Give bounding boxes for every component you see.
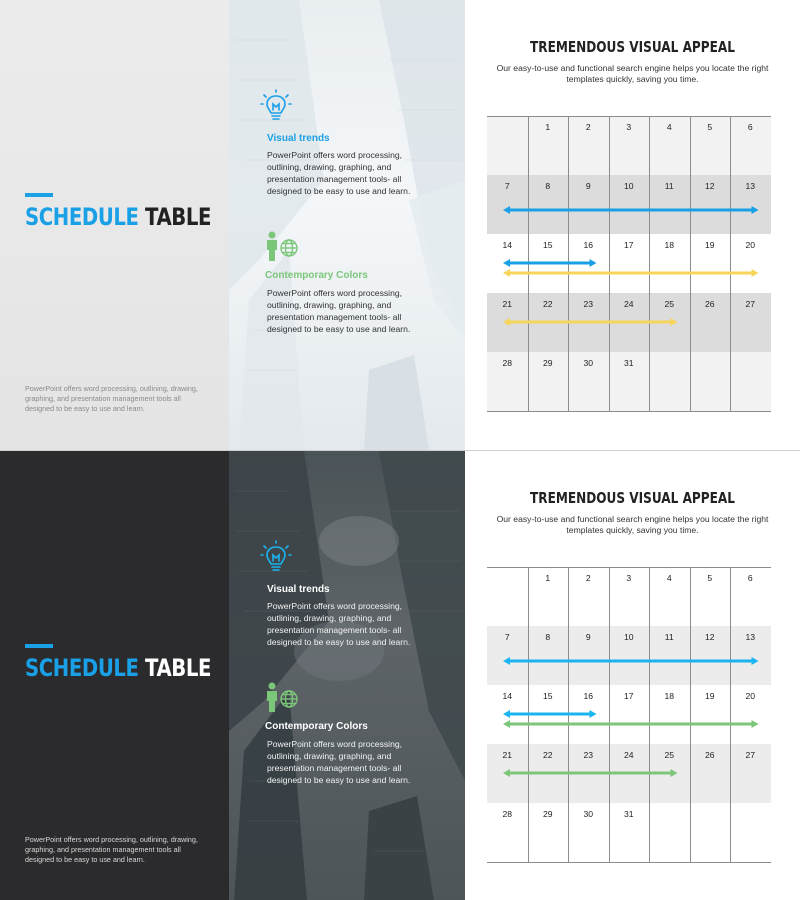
calendar-day-number: 5 xyxy=(707,122,713,132)
calendar-day-number: 28 xyxy=(502,809,513,819)
feature-title: Visual trends xyxy=(267,584,330,595)
city-photo xyxy=(229,0,465,450)
calendar-day-number: 4 xyxy=(666,573,672,583)
calendar-day-number: 27 xyxy=(745,299,756,309)
feature-title: Contemporary Colors xyxy=(265,270,368,281)
calendar-day-number: 29 xyxy=(542,358,553,368)
title-part-2: TABLE xyxy=(145,203,212,231)
calendar-day-number: 24 xyxy=(623,750,634,760)
calendar-day-number: 17 xyxy=(623,691,634,701)
calendar-day-number: 6 xyxy=(747,122,753,132)
lightbulb-icon xyxy=(259,539,293,573)
calendar-day-number: 27 xyxy=(745,750,756,760)
section-subtitle: Our easy-to-use and functional search engine helps you locate the right templates quickly, saving you time. xyxy=(496,63,769,84)
calendar-day-number: 26 xyxy=(704,299,715,309)
calendar-day-number: 21 xyxy=(502,299,513,309)
calendar-day-number: 2 xyxy=(585,122,591,132)
calendar-day-number: 15 xyxy=(542,240,553,250)
calendar-day-number: 14 xyxy=(502,691,513,701)
feature-text: PowerPoint offers word processing, outlining, drawing, graphing, and presentation management tools- all designed to be easy to use and learn. xyxy=(267,739,411,785)
schedule-arrow xyxy=(503,710,597,718)
schedule-arrow xyxy=(503,720,759,728)
calendar-day-number: 10 xyxy=(623,181,634,191)
calendar-day-number: 21 xyxy=(502,750,513,760)
calendar-day-number: 9 xyxy=(585,181,591,191)
calendar-day-number: 24 xyxy=(623,299,634,309)
title-accent-bar xyxy=(25,644,53,648)
calendar-day-number: 4 xyxy=(666,122,672,132)
calendar-day-number: 1 xyxy=(545,573,551,583)
calendar-day-number: 19 xyxy=(704,240,715,250)
person-globe-icon xyxy=(264,681,300,713)
calendar-day-number: 9 xyxy=(585,632,591,642)
calendar-day-number: 22 xyxy=(542,750,553,760)
feature-text: PowerPoint offers word processing, outlining, drawing, graphing, and presentation management tools- all designed to be easy to use and learn. xyxy=(267,601,411,647)
schedule-arrow xyxy=(503,318,678,326)
title-panel xyxy=(0,451,229,900)
calendar-day-number: 2 xyxy=(585,573,591,583)
title-part-1: SCHEDULE xyxy=(25,654,139,682)
city-photo xyxy=(229,451,465,900)
calendar-day-number: 10 xyxy=(623,632,634,642)
schedule-arrow xyxy=(503,206,759,214)
schedule-arrow xyxy=(503,259,597,267)
calendar-day-number: 18 xyxy=(664,240,675,250)
slide-title xyxy=(25,654,211,682)
schedule-arrow xyxy=(503,269,759,277)
left-footer-text: PowerPoint offers word processing, outlining, drawing, graphing, and presentation management tools all designed to be easy to use and learn. xyxy=(25,835,198,864)
title-accent-bar xyxy=(25,193,53,197)
slide-2 xyxy=(0,450,800,900)
schedule-calendar xyxy=(487,567,771,863)
calendar-day-number: 13 xyxy=(745,181,756,191)
feature-text: PowerPoint offers word processing, outlining, drawing, graphing, and presentation management tools- all designed to be easy to use and learn. xyxy=(267,288,411,334)
calendar-day-number: 20 xyxy=(745,240,756,250)
schedule-arrows xyxy=(487,116,771,412)
calendar-day-number: 16 xyxy=(583,691,594,701)
title-panel xyxy=(0,0,229,450)
calendar-day-number: 28 xyxy=(502,358,513,368)
calendar-day-number: 7 xyxy=(504,632,510,642)
calendar-day-number: 12 xyxy=(704,181,715,191)
calendar-day-number: 1 xyxy=(545,122,551,132)
calendar-day-number: 14 xyxy=(502,240,513,250)
calendar-day-number: 31 xyxy=(623,809,634,819)
calendar-day-number: 20 xyxy=(745,691,756,701)
calendar-day-number: 8 xyxy=(545,181,551,191)
schedule-arrows xyxy=(487,567,771,863)
calendar-day-number: 25 xyxy=(664,750,675,760)
feature-title: Visual trends xyxy=(267,133,330,144)
schedule-calendar xyxy=(487,116,771,412)
schedule-arrow xyxy=(503,657,759,665)
section-heading: TREMENDOUS VISUAL APPEAL xyxy=(530,489,735,507)
feature-text: PowerPoint offers word processing, outlining, drawing, graphing, and presentation management tools- all designed to be easy to use and learn. xyxy=(267,150,411,196)
calendar-day-number: 23 xyxy=(583,750,594,760)
calendar-day-number: 19 xyxy=(704,691,715,701)
calendar-day-number: 7 xyxy=(504,181,510,191)
calendar-day-number: 17 xyxy=(623,240,634,250)
calendar-day-number: 31 xyxy=(623,358,634,368)
calendar-day-number: 16 xyxy=(583,240,594,250)
calendar-day-number: 25 xyxy=(664,299,675,309)
calendar-day-number: 11 xyxy=(664,181,674,191)
calendar-day-number: 18 xyxy=(664,691,675,701)
calendar-day-number: 3 xyxy=(626,573,632,583)
feature-title: Contemporary Colors xyxy=(265,721,368,732)
calendar-day-number: 12 xyxy=(704,632,715,642)
lightbulb-icon xyxy=(259,88,293,122)
section-heading: TREMENDOUS VISUAL APPEAL xyxy=(530,38,735,56)
calendar-day-number: 11 xyxy=(664,632,674,642)
calendar-day-number: 6 xyxy=(747,573,753,583)
calendar-day-number: 15 xyxy=(542,691,553,701)
calendar-day-number: 22 xyxy=(542,299,553,309)
calendar-day-number: 5 xyxy=(707,573,713,583)
calendar-day-number: 3 xyxy=(626,122,632,132)
calendar-day-number: 8 xyxy=(545,632,551,642)
calendar-day-number: 23 xyxy=(583,299,594,309)
calendar-day-number: 29 xyxy=(542,809,553,819)
schedule-arrow xyxy=(503,769,678,777)
title-part-2: TABLE xyxy=(145,654,212,682)
calendar-day-number: 30 xyxy=(583,358,594,368)
slide-title xyxy=(25,203,211,231)
calendar-day-number: 26 xyxy=(704,750,715,760)
calendar-day-number: 30 xyxy=(583,809,594,819)
section-subtitle: Our easy-to-use and functional search engine helps you locate the right templates quickly, saving you time. xyxy=(496,514,769,535)
person-globe-icon xyxy=(264,230,300,262)
left-footer-text: PowerPoint offers word processing, outlining, drawing, graphing, and presentation management tools all designed to be easy to use and learn. xyxy=(25,384,198,413)
title-part-1: SCHEDULE xyxy=(25,203,139,231)
calendar-day-number: 13 xyxy=(745,632,756,642)
